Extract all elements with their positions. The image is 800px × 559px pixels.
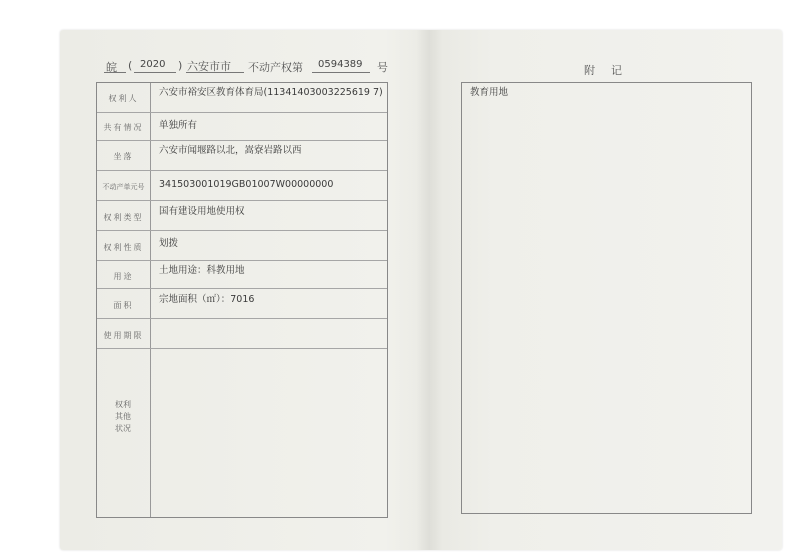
label-unit-number: 不动产单元号 — [102, 183, 145, 191]
cert-suffix: 号 — [377, 61, 388, 74]
value-co-ownership: 单独所有 — [159, 120, 198, 131]
abbr-underline — [104, 72, 126, 73]
label-right-nature: 权利性质 — [103, 243, 144, 252]
attachment-text: 教育用地 — [470, 87, 509, 98]
cert-number: 0594389 — [318, 59, 363, 70]
value-right-type: 国有建设用地使用权 — [159, 206, 245, 217]
value-usage: 土地用途：科教用地 — [159, 265, 245, 276]
row-location — [97, 141, 387, 171]
rights-form-table — [96, 82, 388, 518]
label-area: 面积 — [113, 301, 134, 310]
row-usage — [97, 261, 387, 289]
row-other-status — [97, 349, 387, 517]
row-co-ownership — [97, 113, 387, 141]
year-underline — [134, 72, 176, 73]
value-location: 六安市闻堰路以北，嵩寮岩路以西 — [159, 145, 302, 156]
cert-city: 六安市市 — [187, 60, 231, 73]
label-right-holder: 权利人 — [108, 94, 139, 103]
label-location: 坐落 — [113, 152, 134, 161]
city-underline — [186, 72, 244, 73]
bracket-close: ) — [178, 59, 183, 72]
label-term: 使用期限 — [103, 331, 144, 340]
attachment-box — [461, 82, 752, 514]
label-right-type: 权利类型 — [103, 213, 144, 222]
row-area — [97, 289, 387, 319]
label-usage: 用途 — [113, 272, 134, 281]
row-right-nature — [97, 231, 387, 261]
attachment-title: 附记 — [584, 64, 638, 77]
number-underline — [312, 72, 370, 73]
cert-year: 2020 — [140, 59, 166, 70]
row-right-holder — [97, 83, 387, 113]
province-abbr: 皖 — [106, 61, 117, 74]
label-co-ownership: 共有情况 — [103, 123, 144, 132]
page-fold — [416, 30, 442, 550]
value-area: 宗地面积（㎡）：7016 — [159, 294, 255, 305]
value-right-nature: 划拨 — [159, 238, 179, 249]
value-right-holder: 六安市裕安区教育体育局(11341403003225619 7) — [159, 87, 383, 98]
row-unit-number — [97, 171, 387, 201]
row-right-type — [97, 201, 387, 231]
value-unit-number: 341503001019GB01007W00000000 — [159, 179, 334, 190]
row-term — [97, 319, 387, 349]
bracket-open: ( — [128, 59, 133, 72]
label-other-status: 权利其他状况 — [115, 400, 131, 433]
cert-type: 不动产权第 — [248, 61, 303, 74]
